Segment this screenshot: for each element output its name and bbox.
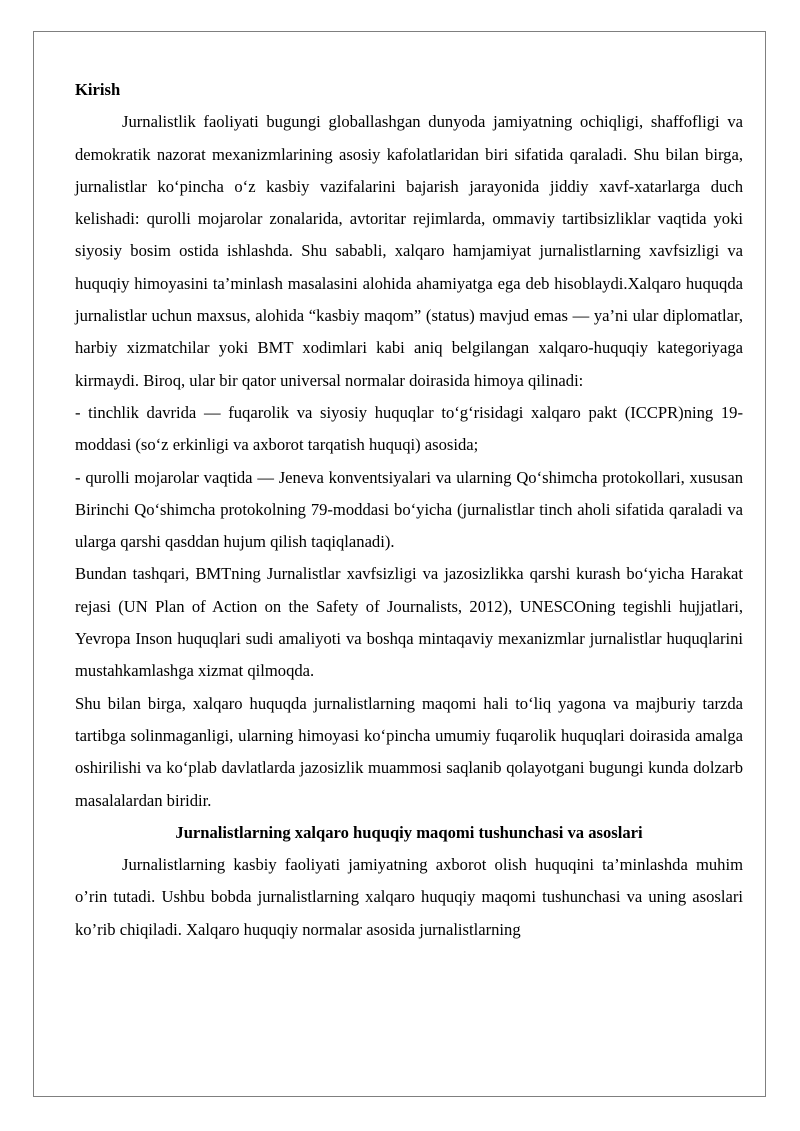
document-body <box>75 74 743 946</box>
list-item-armed-conflict: - qurolli mojarolar vaqtida — Jeneva konventsiyalari va ularning Qoʻshimcha protokollari, xususan Birinchi Qoʻshimcha protokolning 79-moddasi boʻyicha (jurnalistlar tinch aholi sifatida qaraladi va ularga qarshi qasddan hujum qilish taqiqlanadi). <box>75 467 743 552</box>
list-item-peacetime: - tinchlik davrida — fuqarolik va siyosiy huquqlar toʻgʻrisidagi xalqaro pakt (ICCPR)ning 19-moddasi (soʻz erkinligi va axborot tarqatish huquqi) asosida; <box>75 402 743 455</box>
paragraph-status-issue: Shu bilan birga, xalqaro huquqda jurnalistlarning maqomi hali toʻliq yagona va majburiy tarzda tartibga solinmaganligi, ularning himoyasi koʻpincha umumiy fuqarolik huquqlari doirasida amalga oshirilishi va koʻplab davlatlarda jazosizlik muammosi saqlanib qolayotgani bugungi kunda dolzarb masalalardan biridir. <box>75 693 743 810</box>
section-title: Jurnalistlarning xalqaro huquqiy maqomi tushunchasi va asoslari <box>175 822 643 842</box>
intro-heading: Kirish <box>75 80 121 99</box>
paragraph-un-plan: Bundan tashqari, BMTning Jurnalistlar xavfsizligi va jazosizlikka qarshi kurash boʻyicha Harakat rejasi (UN Plan of Action on the Safety of Journalists, 2012), UNESCOning tegishli hujjatlari, Yevropa Inson huquqlari sudi amaliyoti va boshqa mintaqaviy mexanizmlar jurnalistlar huquqlarini mustahkamlashga xizmat qilmoqda. <box>75 564 743 681</box>
paragraph-intro: Jurnalistlik faoliyati bugungi globallashgan dunyoda jamiyatning ochiqligi, shaffofligi va demokratik nazorat mexanizmlarining asosiy kafolatlaridan biri sifatida qaraladi. Shu bilan birga, jurnalistlar koʻpincha oʻz kasbiy vazifalarini bajarish jarayonida jiddiy xavf-xatarlarga duch kelishadi: qurolli mojarolar zonalarida, avtoritar rejimlarda, ommaviy tartibsizliklar vaqtida yoki siyosiy bosim ostida ishlashda. Shu sababli, xalqaro hamjamiyat jurnalistlarning xavfsizligi va huquqiy himoyasini ta’minlash masalasini alohida ahamiyatga ega deb hisoblaydi.Xalqaro huquqda jurnalistlar uchun maxsus, alohida “kasbiy maqom” (status) mavjud emas — ya’ni ular diplomatlar, harbiy xizmatchilar yoki BMT xodimlari kabi aniq belgilangan xalqaro-huquqiy kategoriyaga kirmaydi. Biroq, ular bir qator universal normalar doirasida himoya qilinadi: <box>75 112 743 390</box>
section-paragraph: Jurnalistlarning kasbiy faoliyati jamiyatning axborot olish huquqini ta’minlashda muhim o’rin tutadi. Ushbu bobda jurnalistlarning xalqaro huquqiy maqomi tushunchasi va uning asoslari ko’rib chiqiladi. Xalqaro huquqiy normalar asosida jurnalistlarning <box>75 855 743 939</box>
